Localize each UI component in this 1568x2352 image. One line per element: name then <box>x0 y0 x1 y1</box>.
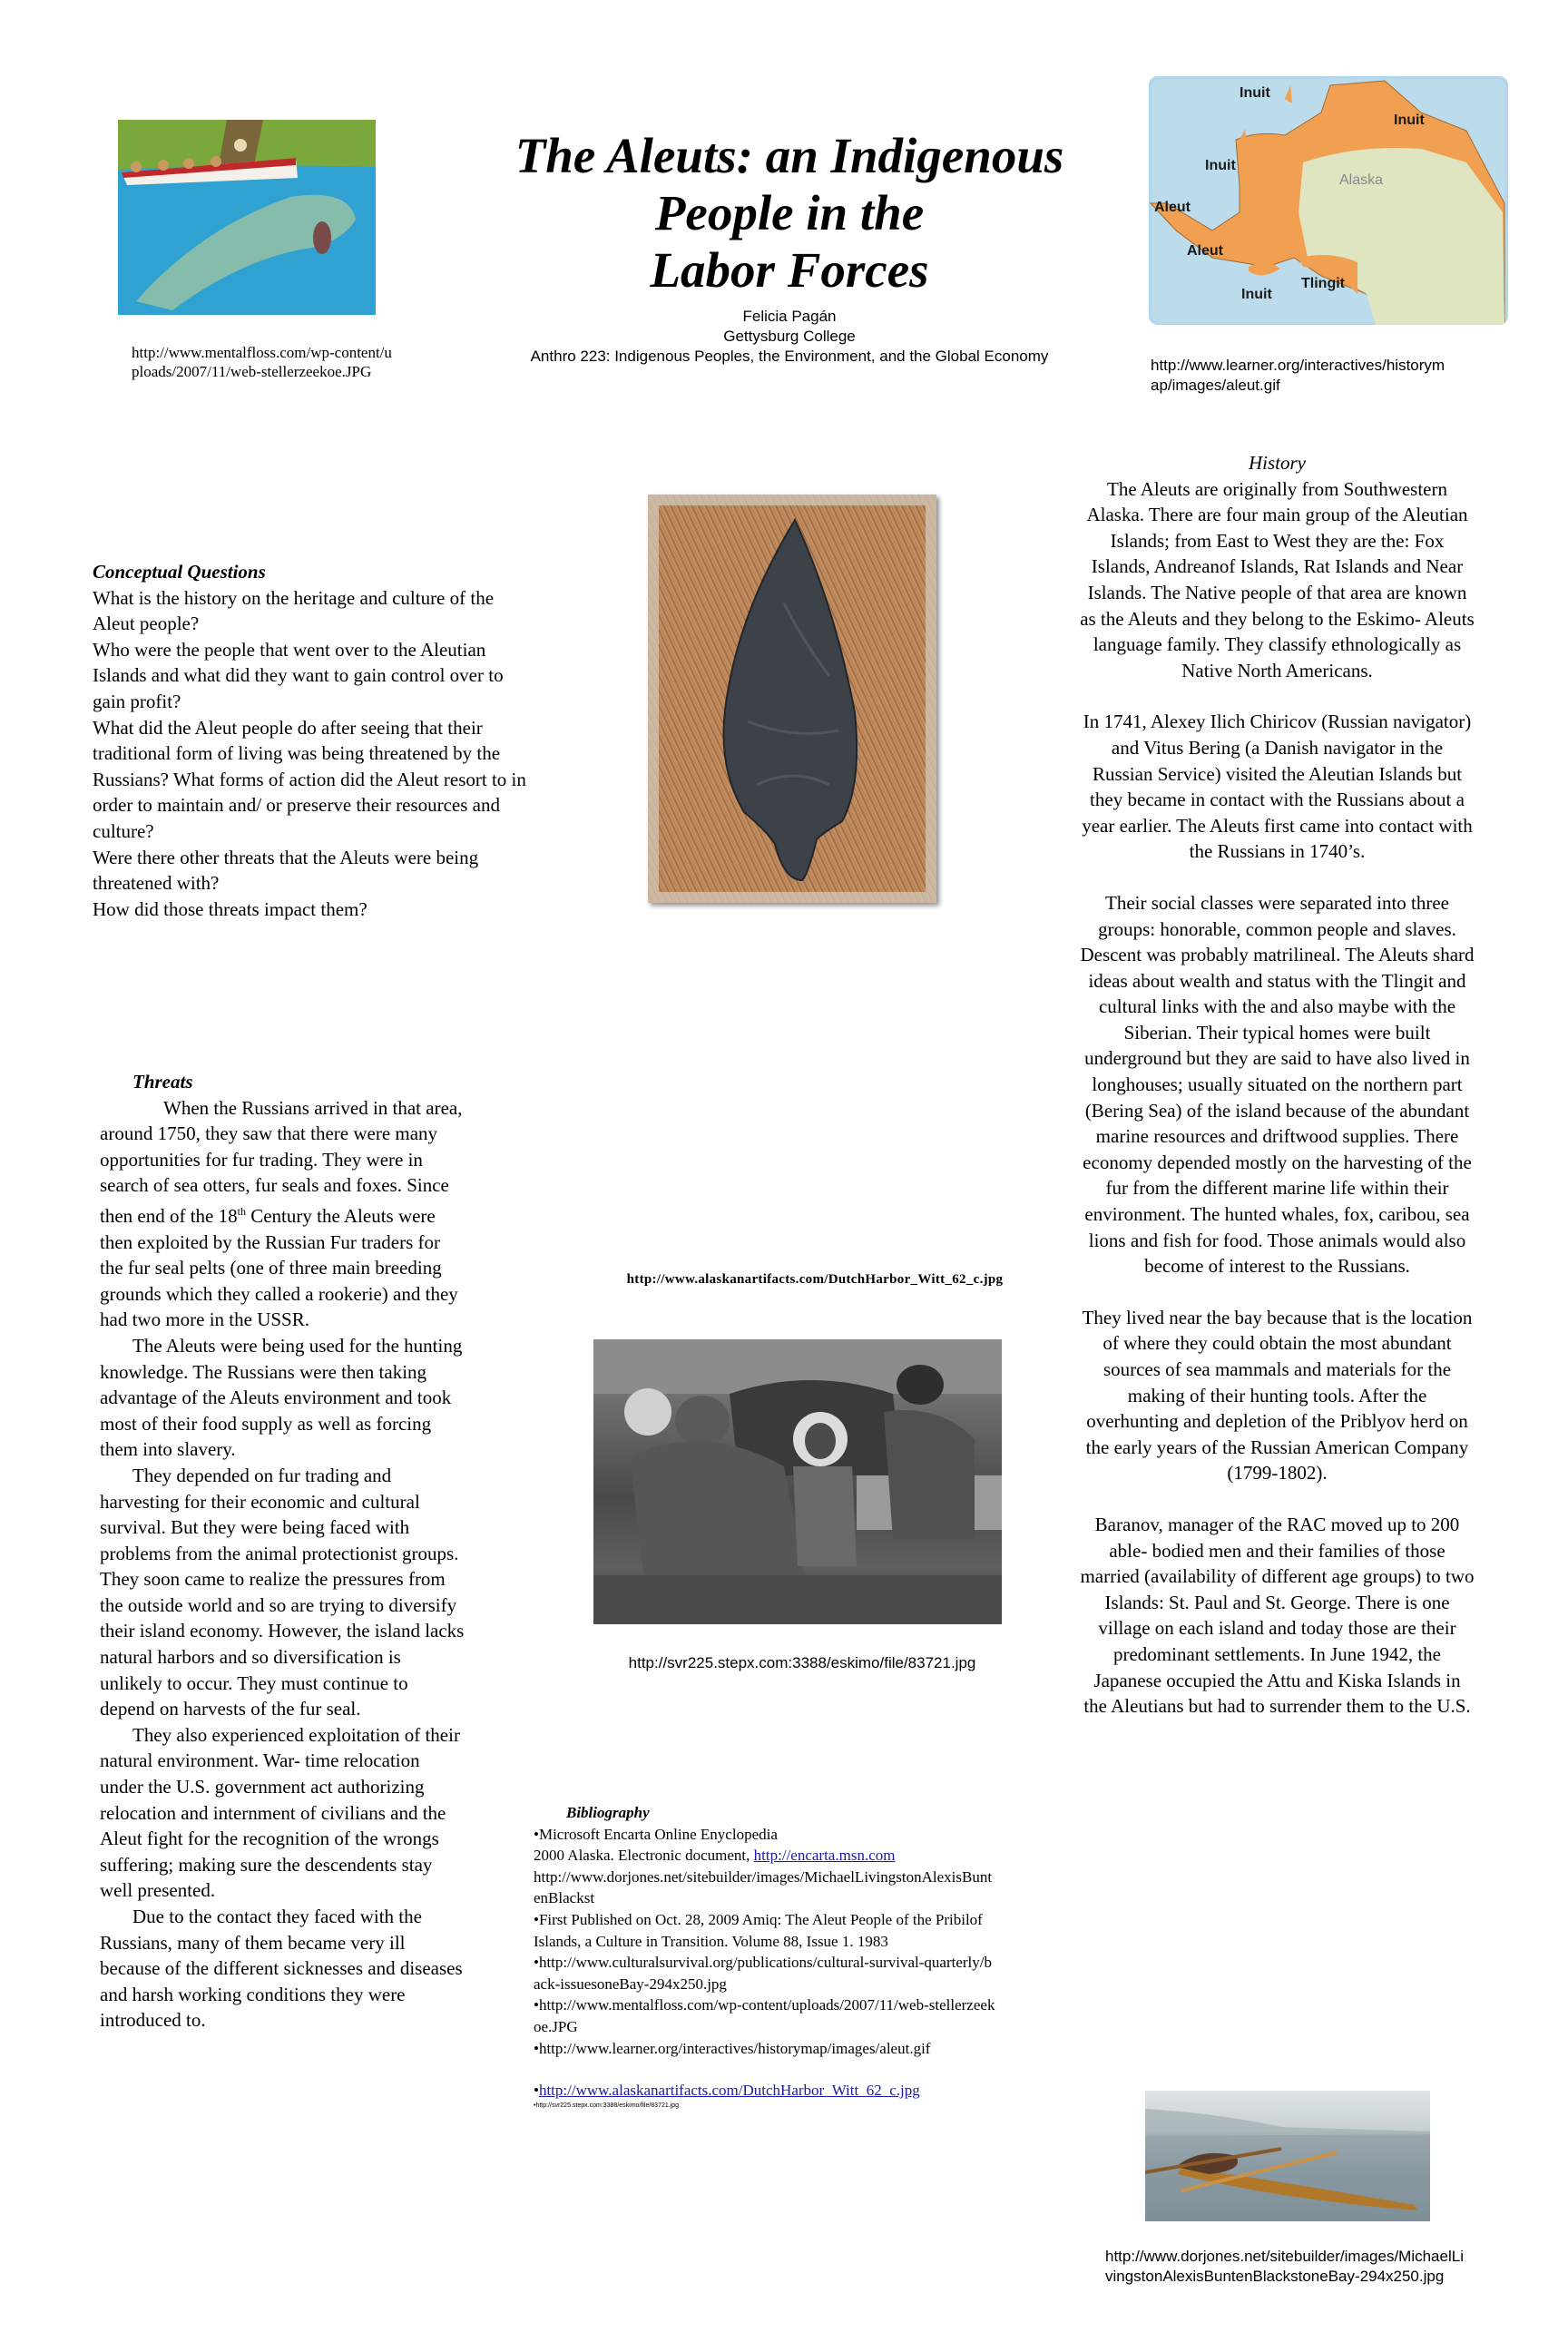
history-section <box>1080 450 1475 1745</box>
bibliography-entry: •Microsoft Encarta Online Enyclopedia <box>534 1825 778 1843</box>
sea-cow-illustration-icon <box>118 120 376 315</box>
history-paragraph-4: They lived near the bay because that is the location of where they could obtain the most abundant sources of sea mammals and materials for the making of their hunting tools. After the overhunting and depletion of the Priblyov herd on the early years of the Russian American Company (1799-1802). <box>1082 1306 1473 1485</box>
family-in-parkas-photo <box>593 1339 1002 1624</box>
title-line-2: People in the <box>654 185 925 240</box>
threats-para-1-text-b: Century the Aleuts were then exploited by the Russian Fur traders for the fur seal pelts (one of three main breeding grounds which they called a rookerie) and they had two more in the USSR. <box>100 1204 458 1331</box>
threats-paragraph-4: They also experienced exploitation of their natural environment. War- time relocation under the U.S. government act authorizing relocation and internment of civilians and the Aleut fight for the recognition of the wrongs suffering; making sure the descendents stay well presented. <box>100 1723 460 1902</box>
map-image-caption: http://www.learner.org/interactives/historymap/images/aleut.gif <box>1151 357 1446 394</box>
bibliography-entry-text: 2000 Alaska. Electronic document, <box>534 1847 754 1865</box>
question-item: What did the Aleut people do after seeing that their traditional form of living was being threatened by the Russians? What forms of action did the Aleut resort to in order to maintain and/ or preserve their resources and culture? <box>93 716 526 842</box>
question-item: Were there other threats that the Aleuts were being threatened with? <box>93 846 479 895</box>
kayak-photo <box>1145 2091 1430 2221</box>
eskimo-image-caption: http://svr225.stepx.com:3388/eskimo/file/83721.jpg <box>628 1654 976 1671</box>
bibliography-entry-small: •http://svr225.stepx.com:3388/eskimo/file/83721.jpg <box>534 2102 680 2109</box>
bibliography-entry: •http://www.learner.org/interactives/historymap/images/aleut.gif <box>534 2039 931 2057</box>
threats-para-1-text-a: When the Russians arrived in that area, around 1750, they saw that there were many opportunities for fur trading. They were in search of sea otters, fur seals and foxes. Since then end of the 18 <box>100 1096 463 1227</box>
bibliography-entry: •http://www.culturalsurvival.org/publications/cultural-survival-quarterly/back-issuesoneBay-294x250.jpg <box>534 1954 992 1993</box>
arrowhead-image-caption: http://www.alaskanartifacts.com/DutchHarbor_Witt_62_c.jpg <box>626 1272 1004 1287</box>
ordinal-superscript: th <box>237 1204 246 1218</box>
history-heading: History <box>1249 452 1306 474</box>
bibliography-heading: Bibliography <box>566 1804 650 1821</box>
alaska-native-groups-map <box>1149 76 1508 325</box>
map-label-inuit-north: Inuit <box>1240 85 1270 101</box>
bibliography-entry <box>534 1845 996 1867</box>
question-item: How did those threats impact them? <box>93 897 368 920</box>
encarta-link[interactable]: http://encarta.msn.com <box>753 1847 896 1865</box>
byline <box>508 307 1071 367</box>
steller-sea-cow-painting <box>118 120 376 315</box>
map-label-inuit-northeast: Inuit <box>1394 113 1425 128</box>
bibliography-section <box>534 1802 996 2110</box>
title-line-1: The Aleuts: an Indigenous <box>514 128 1064 183</box>
map-label-tlingit: Tlingit <box>1301 276 1345 291</box>
threats-heading: Threats <box>132 1071 193 1093</box>
threats-section <box>100 1069 466 2034</box>
threats-paragraph-2: The Aleuts were being used for the hunting knowledge. The Russians were then taking advantage of the Aleuts environment and took most of their food supply as well as forcing them into slavery. <box>100 1334 463 1461</box>
history-paragraph-3: Their social classes were separated into three groups: honorable, common people and slaves. Descent was probably matrilineal. The Aleuts shard ideas about wealth and status with the Tlingit and cultural links with the and also maybe with the Siberian. Their typical homes were built underground but they are said to have also lived in longhouses; usually situated on the northern part (Bering Sea) of the island because of the abundant marine resources and driftwood supplies. There economy depended mostly on the harvesting of the fur from the different marine life within their environment. The hunted whales, fox, caribou, sea lions and fish for food. Those animals would also become of interest to the Russians. <box>1080 891 1475 1278</box>
map-label-alaska: Alaska <box>1339 172 1384 188</box>
bibliography-entry <box>534 2080 996 2102</box>
conceptual-questions-section <box>93 559 528 922</box>
bullet: • <box>534 2082 539 2100</box>
threats-paragraph-5: Due to the contact they faced with the Russians, many of them became very ill because of the different sicknesses and diseases and harsh working conditions they were introduced to. <box>100 1906 463 2032</box>
question-item: Who were the people that went over to the Aleutian Islands and what did they want to gain control over to gain profit? <box>93 638 504 712</box>
map-label-aleut-2: Aleut <box>1187 243 1223 259</box>
course-name: Anthro 223: Indigenous Peoples, the Environment, and the Global Economy <box>530 348 1049 365</box>
family-photo-icon <box>593 1339 1002 1624</box>
stone-spear-point-photo <box>648 495 936 903</box>
question-item: What is the history on the heritage and culture of the Aleut people? <box>93 586 495 635</box>
title-line-3: Labor Forces <box>650 242 929 298</box>
bibliography-entry: •http://www.mentalfloss.com/wp-content/uploads/2007/11/web-stellerzeekoe.JPG <box>534 1996 995 2035</box>
threats-paragraph-3: They depended on fur trading and harvesting for their economic and cultural survival. But they were being faced with problems from the animal protectionist groups. They soon came to realize the pressures from the outside world and so are trying to diversify their island economy. However, the island lacks natural harbors and so diversification is unlikely to occur. They must continue to depend on harvests of the fur seal. <box>100 1464 465 1720</box>
bibliography-spacer <box>534 2059 996 2080</box>
page-title <box>472 127 1107 299</box>
manatee-image-caption: http://www.mentalfloss.com/wp-content/uploads/2007/11/web-stellerzeekoe.JPG <box>132 344 392 380</box>
kayak-icon <box>1145 2091 1430 2221</box>
conceptual-questions-heading: Conceptual Questions <box>93 561 266 583</box>
bibliography-entry: http://www.dorjones.net/sitebuilder/images/MichaelLivingstonAlexisBuntenBlackst <box>534 1867 993 1907</box>
threats-paragraph-1 <box>100 1095 466 1333</box>
author-name: Felicia Pagán <box>742 308 837 325</box>
history-paragraph-1: The Aleuts are originally from Southwestern Alaska. There are four main group of the Aleutian Islands; from East to West they are the: Fox Islands, Andreanof Islands, Rat Islands and Near Islands. The Native people of that area are known as the Aleuts and they belong to the Eskimo- Aleuts language family. They classify ethnologically as Native North Americans. <box>1080 477 1475 681</box>
history-paragraph-5: Baranov, manager of the RAC moved up to 200 able- bodied men and their families of those married (availability of different age groups) to two Islands: St. Paul and St. George. There is one village on each island and today those are their predominant settlements. In June 1942, the Japanese occupied the Attu and Kiska Islands in the Aleutians but had to surrender them to the U.S. <box>1080 1513 1475 1718</box>
spear-point-icon <box>648 495 936 903</box>
history-paragraph-2: In 1741, Alexey Ilich Chiricov (Russian navigator) and Vitus Bering (a Danish navigator in the Russian Service) visited the Aleutian Islands but they became in contact with the Russians about a year earlier. The Aleuts first came into contact with the Russians in 1740’s. <box>1082 710 1473 863</box>
map-label-inuit-south: Inuit <box>1241 287 1272 302</box>
bibliography-entry: •First Published on Oct. 28, 2009 Amiq: The Aleut People of the Pribilof Islands, a Culture in Transition. Volume 88, Issue 1. 1983 <box>534 1910 983 1950</box>
alaskanartifacts-link[interactable]: http://www.alaskanartifacts.com/DutchHarbor_Witt_62_c.jpg <box>538 2082 920 2100</box>
institution: Gettysburg College <box>723 328 856 345</box>
map-label-inuit-west: Inuit <box>1205 158 1236 173</box>
kayak-image-caption: http://www.dorjones.net/sitebuilder/images/MichaelLivingstonAlexisBuntenBlackstoneBay-294x250.jpg <box>1105 2248 1464 2285</box>
map-label-aleut-1: Aleut <box>1154 200 1191 215</box>
